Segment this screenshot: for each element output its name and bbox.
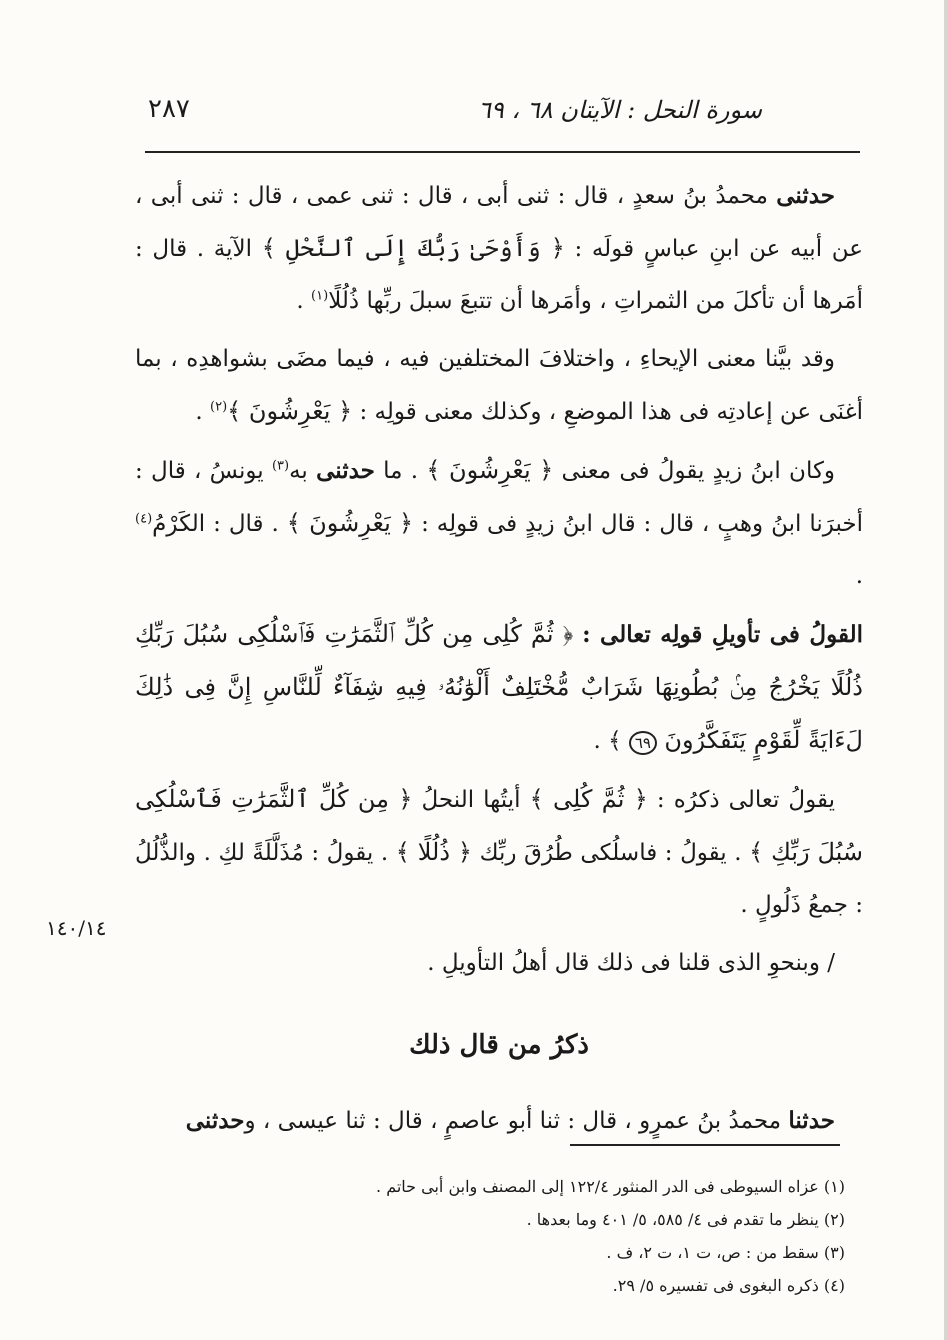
footnote-rule <box>570 1144 840 1146</box>
margin-volume-page-note: ١٤٠/١٤ <box>46 916 107 940</box>
footnote-ref: (١) <box>311 288 329 304</box>
paragraph-end: ﴾ . <box>593 728 622 754</box>
page-number: ٢٨٧ <box>148 94 190 124</box>
paragraph-text: محمدُ بنُ عمرٍو ، قال : ثنا أبو عاصمٍ ، قال : ثنا عيسى ، و <box>244 1108 782 1134</box>
quran-quote: ﴿ وَأَوْحَىٰ رَبُّكَ إِلَى ٱلنَّحْلِ ﴾ <box>261 234 565 262</box>
running-title: سورة النحل : الآيتان ٦٨ ، ٦٩ <box>478 96 762 124</box>
quran-quote: ﴿ يَعْرِشُونَ ﴾ <box>426 456 554 484</box>
paragraph-3 <box>135 444 863 602</box>
main-text <box>135 170 863 1153</box>
isnad-lead: حدثنا <box>788 1107 835 1134</box>
footnote-2: (٢) ينظر ما تقدم فى ٤/ ٥٨٥، ٥/ ٤٠١ وما بعدها . <box>526 1210 845 1229</box>
paragraph-2 <box>135 333 863 438</box>
isnad-lead: حدثنى <box>776 182 836 209</box>
paragraph-text: يونسُ ، قال : أخبرَنا ابنُ وهبٍ ، قال : قال ابنُ زيدٍ فى قولِه : <box>135 458 864 537</box>
paragraph-text: . قال : الكَرْمُ <box>152 511 279 537</box>
section-heading: ذكرُ من قال ذلك <box>409 1030 589 1060</box>
paragraph-text: . ما <box>383 458 419 484</box>
paragraph-1 <box>135 170 863 327</box>
footnote-ref: (٢) <box>210 399 228 415</box>
tawil-lead: القولُ فى تأويلِ قولِه تعالى : <box>582 621 864 648</box>
quran-quote: ﴿ يَعْرِشُونَ ﴾ <box>286 509 414 537</box>
paragraph-end: . <box>855 563 863 589</box>
paragraph-end: . <box>195 399 203 425</box>
footnote-1: (١) عزاه السيوطى فى الدر المنثور ١٢٢/٤ إلى المصنف وابن أبى حاتم . <box>376 1177 845 1196</box>
paragraph-text: أيتُها النحلُ <box>421 787 521 813</box>
paragraph-text: الآية . قال : أمَرها أن تأكلَ من الثمراتِ ، وأمَرها أن تتبعَ سبلَ ربِّها ذُلُلًا <box>135 236 863 314</box>
page-header <box>148 88 860 148</box>
paragraph-text: وكان ابنُ زيدٍ يقولُ فى معنى <box>561 458 836 484</box>
ayah-number-mark: ٦٩ <box>629 731 657 755</box>
footnotes <box>300 1170 845 1302</box>
footnote-ref: (٣) <box>271 458 290 474</box>
paragraph-text: به <box>289 458 308 484</box>
quran-quote: ﴿ مِن كُلِّ ٱلثَّمَرَٰتِ فَٱسْلُكِى سُبُلَ رَبِّكِ ﴾ <box>135 785 864 866</box>
paragraph-5 <box>135 773 863 931</box>
footnote-3: (٣) سقط من : ص، ت ١، ت ٢، ف . <box>606 1243 845 1262</box>
paragraph-7 <box>135 1095 863 1147</box>
paragraph-text: / وبنحوِ الذى قلنا فى ذلك قال أهلُ التأويلِ . <box>427 950 835 976</box>
paragraph-6 <box>135 937 863 989</box>
paragraph-end: . <box>296 288 304 314</box>
footnote-4: (٤) ذكره البغوى فى تفسيره ٥/ ٢٩. <box>612 1276 845 1295</box>
quran-quote: ﴿ ذُلُلًا ﴾ <box>395 838 472 866</box>
paragraph-text: . يقولُ : مُذَلَّلَةً لكِ . والذُّلُلُ : جمعُ ذَلُولٍ . <box>135 840 863 918</box>
paragraph-text: يقولُ تعالى ذكرُه : <box>656 787 836 813</box>
isnad-lead: حدثنى <box>316 457 375 484</box>
isnad-lead: حدثنى <box>185 1107 245 1134</box>
quran-quote: ﴿ يَعْرِشُونَ ﴾ <box>227 397 353 425</box>
paragraph-4 <box>135 608 863 767</box>
paragraph-text: . يقولُ : فاسلُكى طُرُقَ ربِّك <box>479 840 742 866</box>
paragraph-text: وقد بيَّنا معنى الإيحاءِ ، واختلافَ المختلفين فيه ، فيما مضَى بشواهدِه ، بما أغنَى عن إعادتِه فى هذا الموضعِ ، وكذلك معنى قولِه : <box>135 346 863 425</box>
footnote-ref: (٤) <box>135 511 153 527</box>
paragraph-text: محمدُ بنُ سعدٍ ، قال : ثنى أبى ، قال : ثنى عمى ، قال : ثنى أبى ، عن أبيه عن ابنِ عباسٍ قولَه : <box>135 183 863 262</box>
header-rule <box>145 151 860 153</box>
quran-quote: ﴿ ثُمَّ كُلِى ﴾ <box>529 785 648 813</box>
quran-quote: ﴿ ثُمَّ كُلِى مِن كُلِّ ٱلثَّمَرَٰتِ فَٱسْلُكِى سُبُلَ رَبِّكِ ذُلُلًا يَخْرُجُ مِنۢ بُطُونِهَا شَرَابٌ مُّخْتَلِفٌ أَلْوَٰنُهُۥ فِيهِ شِفَآءٌ لِّلنَّاسِ إِنَّ فِى ذَٰلِكَ لَءَايَةً لِّقَوْمٍ يَتَفَكَّرُونَ <box>135 620 863 754</box>
